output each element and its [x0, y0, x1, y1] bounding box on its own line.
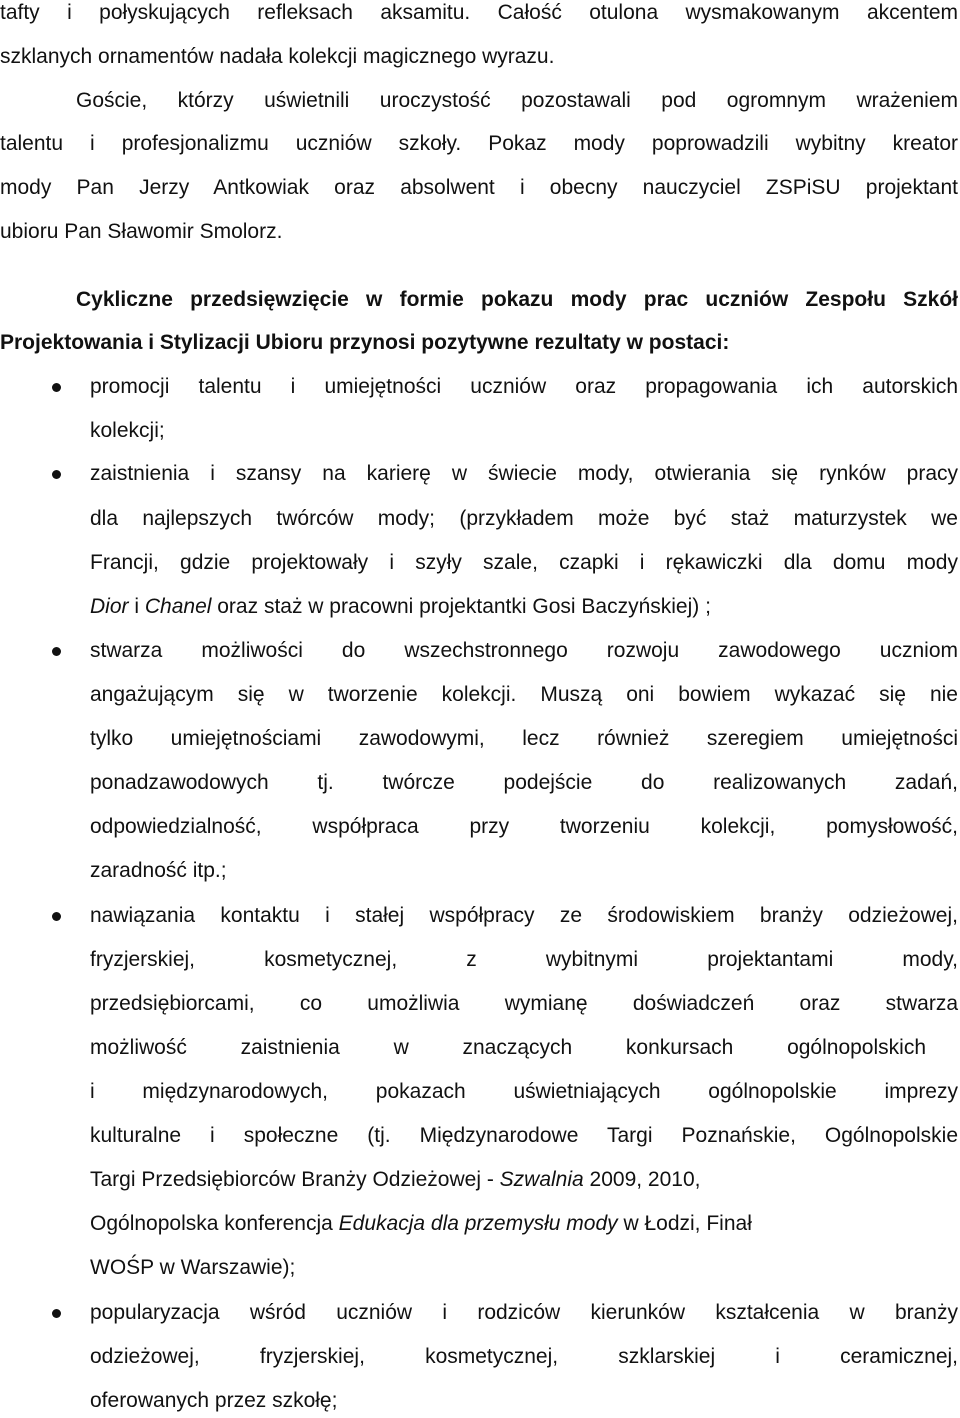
list-item-line: angażującym się w tworzenie kolekcji. Muszą oni bowiem wykazać się nie — [90, 683, 958, 706]
list-item-line: Francji, gdzie projektowały i szyły szale, czapki i rękawiczki dla domu mody — [90, 551, 958, 574]
list-item-line: dla najlepszych twórców mody; (przykładem może być staż maturzystek we — [90, 507, 958, 530]
list-item-line: promocji talentu i umiejętności uczniów oraz propagowania ich autorskich — [90, 375, 958, 398]
bullet-icon — [52, 470, 61, 479]
conference-title: Edukacja dla przemysłu mody — [338, 1212, 618, 1235]
list-item-line: fryzjerskiej, kosmetycznej, z wybitnymi projektantami mody, — [90, 948, 958, 971]
bullet-icon — [52, 1309, 61, 1318]
list-item-line: i międzynarodowych, pokazach uświetniających ogólnopolskie imprezy — [90, 1080, 958, 1103]
section-heading-line: Projektowania i Stylizacji Ubioru przynosi pozytywne rezultaty w postaci: — [0, 331, 730, 354]
intro-line: szklanych ornamentów nadała kolekcji magicznego wyrazu. — [0, 45, 555, 68]
list-item-line: nawiązania kontaktu i stałej współpracy ze środowiskiem branży odzieżowej, — [90, 904, 958, 927]
list-item-line: odzieżowej, fryzjerskiej, kosmetycznej, szklarskiej i ceramicznej, — [90, 1345, 958, 1368]
brand-chanel: Chanel — [144, 595, 212, 618]
list-item-line: WOŚP w Warszawie); — [90, 1256, 296, 1279]
section-heading-line: Cykliczne przedsięwzięcie w formie pokazu mody prac uczniów Zespołu Szkół — [76, 288, 958, 311]
list-item-line: tylko umiejętnościami zawodowymi, lecz również szeregiem umiejętności — [90, 727, 958, 750]
intro-line: Goście, którzy uświetnili uroczystość pozostawali pod ogromnym wrażeniem — [76, 89, 958, 112]
bullet-icon — [52, 383, 61, 392]
list-item-line: kolekcji; — [90, 419, 165, 442]
list-item-line: ponadzawodowych tj. twórcze podejście do realizowanych zadań, — [90, 771, 958, 794]
intro-line: talentu i profesjonalizmu uczniów szkoły. Pokaz mody poprowadzili wybitny kreator — [0, 132, 958, 155]
list-item-line: oferowanych przez szkołę; — [90, 1389, 338, 1412]
list-item-line: przedsiębiorcami, co umożliwia wymianę doświadczeń oraz stwarza — [90, 992, 958, 1015]
bullet-icon — [52, 912, 61, 921]
intro-line: ubioru Pan Sławomir Smolorz. — [0, 220, 283, 243]
intro-line: mody Pan Jerzy Antkowiak oraz absolwent i obecny nauczyciel ZSPiSU projektant — [0, 176, 958, 199]
list-item-line: Targi Przedsiębiorców Branży Odzieżowej - Szwalnia 2009, 2010, — [90, 1168, 701, 1191]
list-item-line: możliwość zaistnienia w znaczących konkursach ogólnopolskich — [90, 1036, 926, 1059]
list-item-line: odpowiedzialność, współpraca przy tworzeniu kolekcji, pomysłowość, — [90, 815, 958, 838]
brand-dior: Dior — [90, 595, 129, 618]
list-item-line: stwarza możliwości do wszechstronnego rozwoju zawodowego uczniom — [90, 639, 958, 662]
event-szwalnia: Szwalnia — [499, 1168, 584, 1191]
list-item-line: Ogólnopolska konferencja Edukacja dla przemysłu mody w Łodzi, Finał — [90, 1212, 752, 1235]
list-item-line: zaistnienia i szansy na karierę w świecie mody, otwierania się rynków pracy — [90, 462, 958, 485]
list-item-line: Dior i Chanel oraz staż w pracowni projektantki Gosi Baczyńskiej) ; — [90, 595, 711, 618]
bullet-icon — [52, 647, 61, 656]
list-item-line: kulturalne i społeczne (tj. Międzynarodowe Targi Poznańskie, Ogólnopolskie — [90, 1124, 958, 1147]
intro-line: tafty i połyskujących refleksach aksamitu. Całość otulona wysmakowanym akcentem — [0, 1, 958, 24]
list-item-line: popularyzacja wśród uczniów i rodziców kierunków kształcenia w branży — [90, 1301, 958, 1324]
list-item-line: zaradność itp.; — [90, 859, 227, 882]
